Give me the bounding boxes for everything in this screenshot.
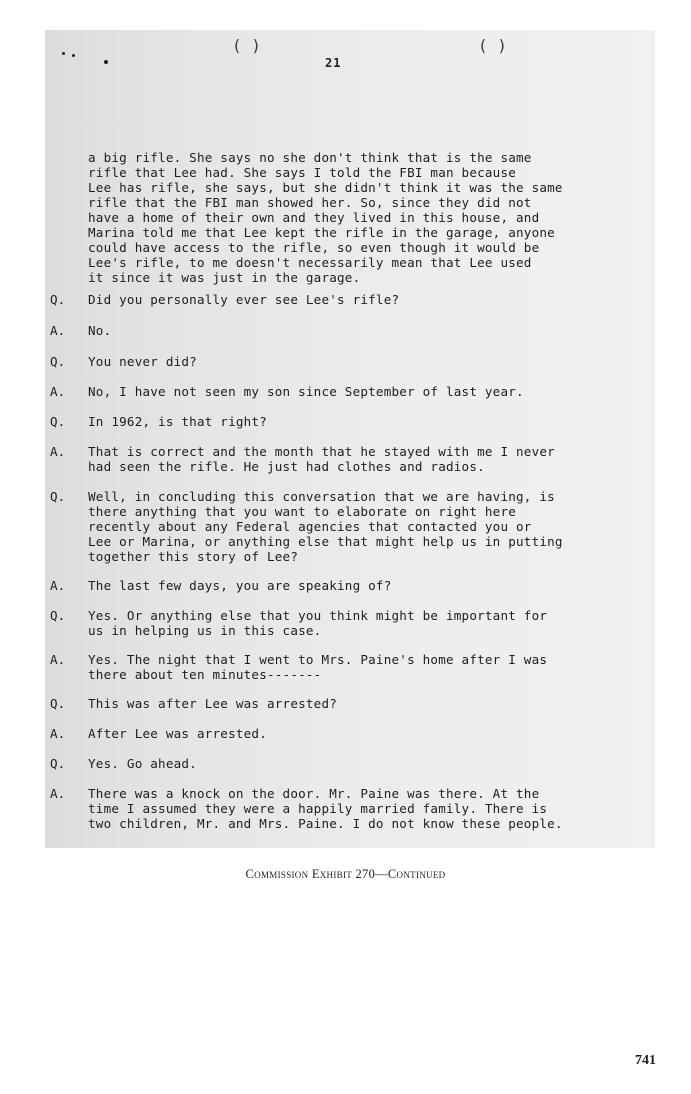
entry-label: A. [50, 384, 66, 399]
entry-label: Q. [50, 292, 66, 307]
entry-label: A. [50, 786, 66, 801]
scan-speck [62, 52, 65, 55]
entry-label: A. [50, 578, 66, 593]
entry-text: No. [88, 323, 112, 338]
entry-label: Q. [50, 414, 66, 429]
scan-speck [104, 60, 108, 64]
entry-text: There was a knock on the door. Mr. Paine was there. At the time I assumed they were a happily married family. There is two children, Mr. and Mrs. Paine. I do not know these people. [88, 786, 563, 831]
entry-label: A. [50, 652, 66, 667]
entry-text: The last few days, you are speaking of? [88, 578, 392, 593]
entry-text: That is correct and the month that he stayed with me I never had seen the rifle. He just had clothes and radios. [88, 444, 555, 474]
entry-text: In 1962, is that right? [88, 414, 267, 429]
entry-label: Q. [50, 354, 66, 369]
entry-text: Well, in concluding this conversation that we are having, is there anything that you want to elaborate on right here recently about any Federal agencies that contacted you or Lee or Marina, or anything else that might help us in putting together this story of Lee? [88, 489, 563, 564]
entry-text: Did you personally ever see Lee's rifle? [88, 292, 400, 307]
entry-text: Yes. Go ahead. [88, 756, 197, 771]
entry-label: A. [50, 323, 66, 338]
punch-hole-mark-left: ( ) [232, 36, 261, 55]
entry-text: You never did? [88, 354, 197, 369]
folio-page-number: 741 [635, 1053, 656, 1068]
entry-text: Yes. Or anything else that you think might be important for us in helping us in this case. [88, 608, 548, 638]
entry-label: Q. [50, 696, 66, 711]
entry-text: No, I have not seen my son since September of last year. [88, 384, 524, 399]
entry-text: After Lee was arrested. [88, 726, 267, 741]
punch-hole-mark-right: ( ) [478, 36, 507, 55]
scan-speck [72, 54, 75, 57]
continuation-paragraph: a big rifle. She says no she don't think that is the same rifle that Lee had. She says I told the FBI man because Lee has rifle, she says, but she didn't think it was the same rifle that the FBI man showed her. So, since they did not have a home of their own and they lived in this house, and Marina told me that Lee kept the rifle in the garage, anyone could have access to the rifle, so even though it would be Lee's rifle, to me doesn't necessarily mean that Lee used it since it was just in the garage. [88, 150, 563, 285]
page-number: 21 [325, 56, 342, 70]
entry-text: This was after Lee was arrested? [88, 696, 338, 711]
entry-label: A. [50, 444, 66, 459]
entry-label: Q. [50, 608, 66, 623]
entry-label: Q. [50, 756, 66, 771]
entry-label: A. [50, 726, 66, 741]
entry-text: Yes. The night that I went to Mrs. Paine's home after I was there about ten minutes------- [88, 652, 548, 682]
exhibit-caption: Commission Exhibit 270—Continued [245, 867, 446, 881]
entry-label: Q. [50, 489, 66, 504]
